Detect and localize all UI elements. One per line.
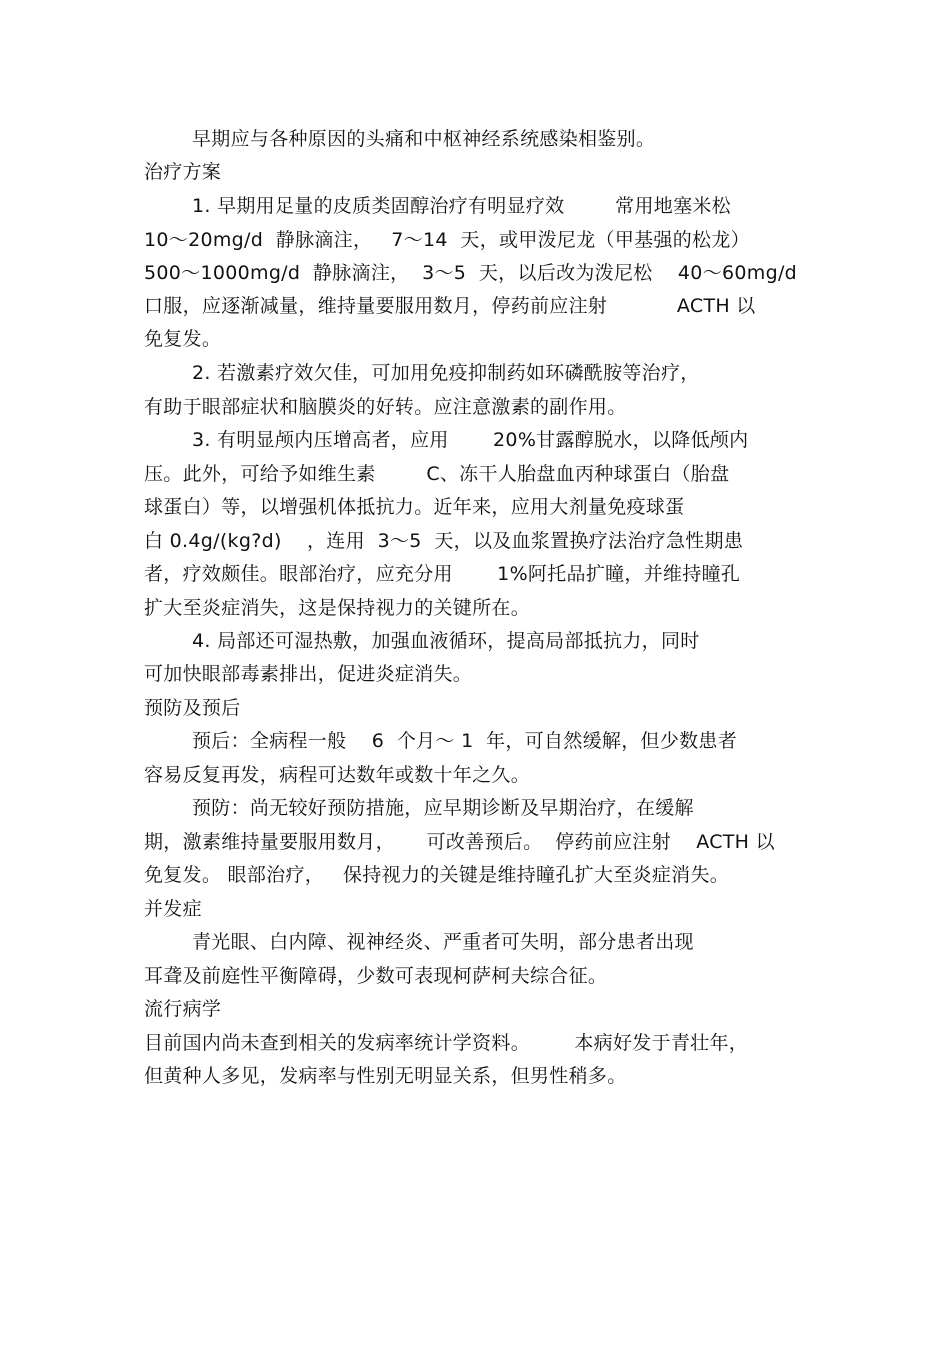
text-line: 3. 有明显颅内压增高者，应用 20%甘露醇脱水，以降低颅内	[192, 429, 749, 451]
text-line: 扩大至炎症消失，这是保持视力的关键所在。	[144, 597, 531, 619]
text-line: 口服，应逐渐减量，维持量要服用数月，停药前应注射 ACTH 以	[144, 295, 756, 317]
text-line: 预防：尚无较好预防措施，应早期诊断及早期治疗，在缓解	[192, 797, 694, 819]
section-heading-prevention: 预防及预后	[144, 697, 241, 719]
text-line: 白 0.4g/(kg?d) ，连用 3～5 天，以及血浆置换疗法治疗急性期患	[144, 530, 744, 552]
text-line: 青光眼、白内障、视神经炎、严重者可失明，部分患者出现	[192, 931, 694, 953]
text-line: 4. 局部还可湿热敷，加强血液循环，提高局部抵抗力，同时	[192, 630, 700, 652]
text-line: 期，激素维持量要服用数月， 可改善预后。 停药前应注射 ACTH 以	[144, 831, 775, 853]
text-line: 免复发。 眼部治疗， 保持视力的关键是维持瞳孔扩大至炎症消失。	[144, 864, 730, 886]
text-line: 10～20mg/d 静脉滴注， 7～14 天，或甲泼尼龙（甲基强的松龙）	[144, 229, 750, 251]
section-heading-epidemiology: 流行病学	[144, 998, 222, 1020]
text-line: 目前国内尚未查到相关的发病率统计学资料。 本病好发于青壮年，	[144, 1032, 749, 1054]
text-line: 有助于眼部症状和脑膜炎的好转。应注意激素的副作用。	[144, 396, 627, 418]
text-line: 早期应与各种原因的头痛和中枢神经系统感染相鉴别。	[192, 128, 656, 150]
section-heading-complications: 并发症	[144, 898, 202, 920]
text-line: 2. 若激素疗效欠佳，可加用免疫抑制药如环磷酰胺等治疗，	[192, 362, 700, 384]
text-line: 者，疗效颇佳。眼部治疗，应充分用 1%阿托品扩瞳，并维持瞳孔	[144, 563, 741, 585]
text-line: 预后：全病程一般 6 个月～ 1 年，可自然缓解，但少数患者	[192, 730, 738, 752]
text-line: 压。此外，可给予如维生素 C、冻干人胎盘血丙种球蛋白（胎盘	[144, 463, 730, 485]
text-line: 1. 早期用足量的皮质类固醇治疗有明显疗效 常用地塞米松	[192, 195, 731, 217]
text-line: 免复发。	[144, 328, 222, 350]
text-line: 可加快眼部毒素排出，促进炎症消失。	[144, 663, 473, 685]
text-line: 球蛋白）等，以增强机体抵抗力。近年来，应用大剂量免疫球蛋	[144, 496, 685, 518]
text-line: 500～1000mg/d 静脉滴注， 3～5 天，以后改为泼尼松 40～60mg/d	[144, 262, 798, 284]
text-line: 耳聋及前庭性平衡障碍，少数可表现柯萨柯夫综合征。	[144, 965, 608, 987]
section-heading-treatment: 治疗方案	[144, 161, 222, 183]
text-line: 容易反复再发，病程可达数年或数十年之久。	[144, 764, 531, 786]
text-line: 但黄种人多见，发病率与性别无明显关系，但男性稍多。	[144, 1065, 627, 1087]
